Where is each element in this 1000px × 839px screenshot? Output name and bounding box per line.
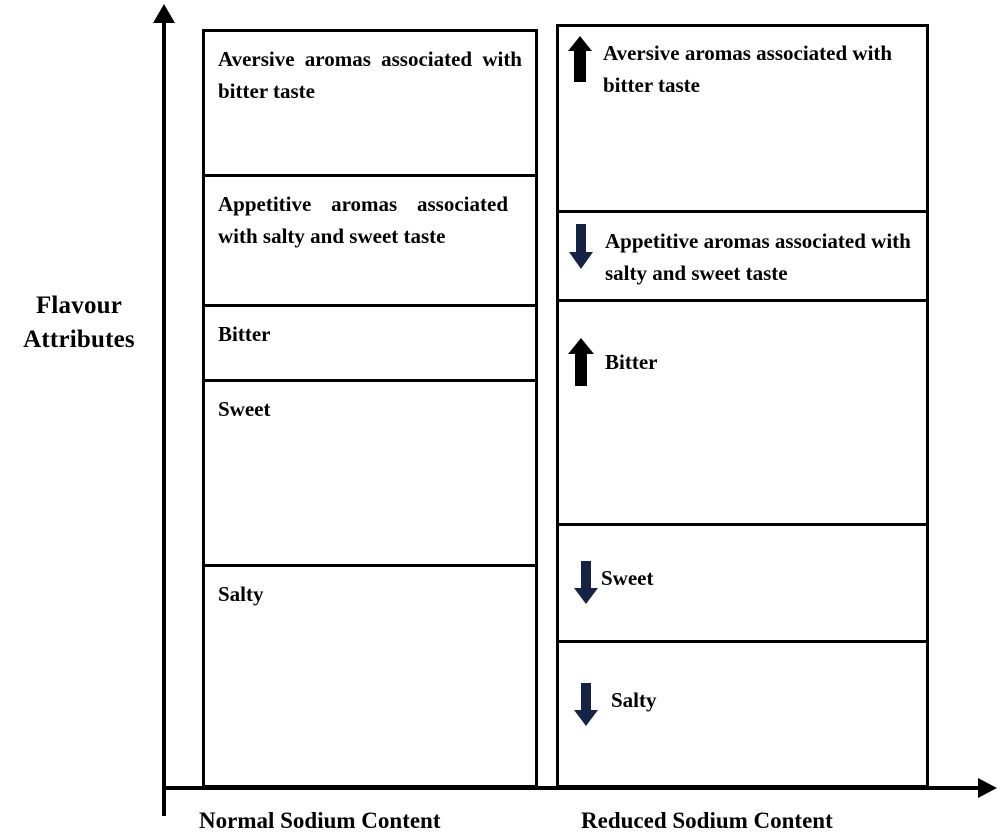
cell-reduced-sweet	[559, 526, 926, 643]
cell-label: Sweet	[218, 397, 271, 421]
arrow-down-icon	[573, 683, 599, 727]
y-axis-title-line-2: Attributes	[23, 326, 135, 353]
cell-label: Aversive aromas associated with bitter taste	[603, 41, 893, 97]
cell-normal-bitter	[205, 307, 535, 382]
cell-label: Appetitive aromas associated with salty and sweet taste	[218, 192, 508, 248]
y-axis-line	[162, 20, 166, 816]
arrow-up-icon	[567, 338, 595, 386]
cell-label: Salty	[611, 688, 657, 712]
cell-label: Sweet	[601, 566, 654, 590]
cell-reduced-aversive-aromas	[559, 27, 926, 213]
cell-label: Appetitive aromas associated with salty and sweet taste	[605, 229, 911, 285]
arrow-up-icon	[567, 36, 593, 82]
cell-reduced-salty	[559, 643, 926, 785]
column-normal-sodium	[202, 29, 538, 788]
arrow-down-icon	[573, 561, 599, 605]
x-tick-label-reduced-sodium: Reduced Sodium Content	[581, 808, 833, 833]
cell-normal-aversive-aromas	[205, 32, 535, 177]
column-reduced-sodium	[556, 24, 929, 788]
arrow-down-icon	[567, 224, 595, 270]
x-tick-label-normal-sodium: Normal Sodium Content	[199, 808, 441, 833]
cell-normal-salty	[205, 567, 535, 785]
x-axis-arrowhead-icon	[978, 778, 997, 798]
cell-label: Aversive aromas associated with bitter taste	[218, 47, 522, 103]
cell-normal-appetitive-aromas	[205, 177, 535, 307]
cell-reduced-appetitive-aromas	[559, 213, 926, 302]
cell-reduced-bitter	[559, 302, 926, 526]
y-axis-arrowhead-icon	[153, 4, 175, 23]
cell-label: Bitter	[605, 350, 658, 374]
y-axis-title-line-1: Flavour	[35, 292, 123, 319]
cell-normal-sweet	[205, 382, 535, 567]
y-axis-title	[6, 289, 152, 357]
cell-label: Bitter	[218, 322, 271, 346]
cell-label: Salty	[218, 582, 264, 606]
